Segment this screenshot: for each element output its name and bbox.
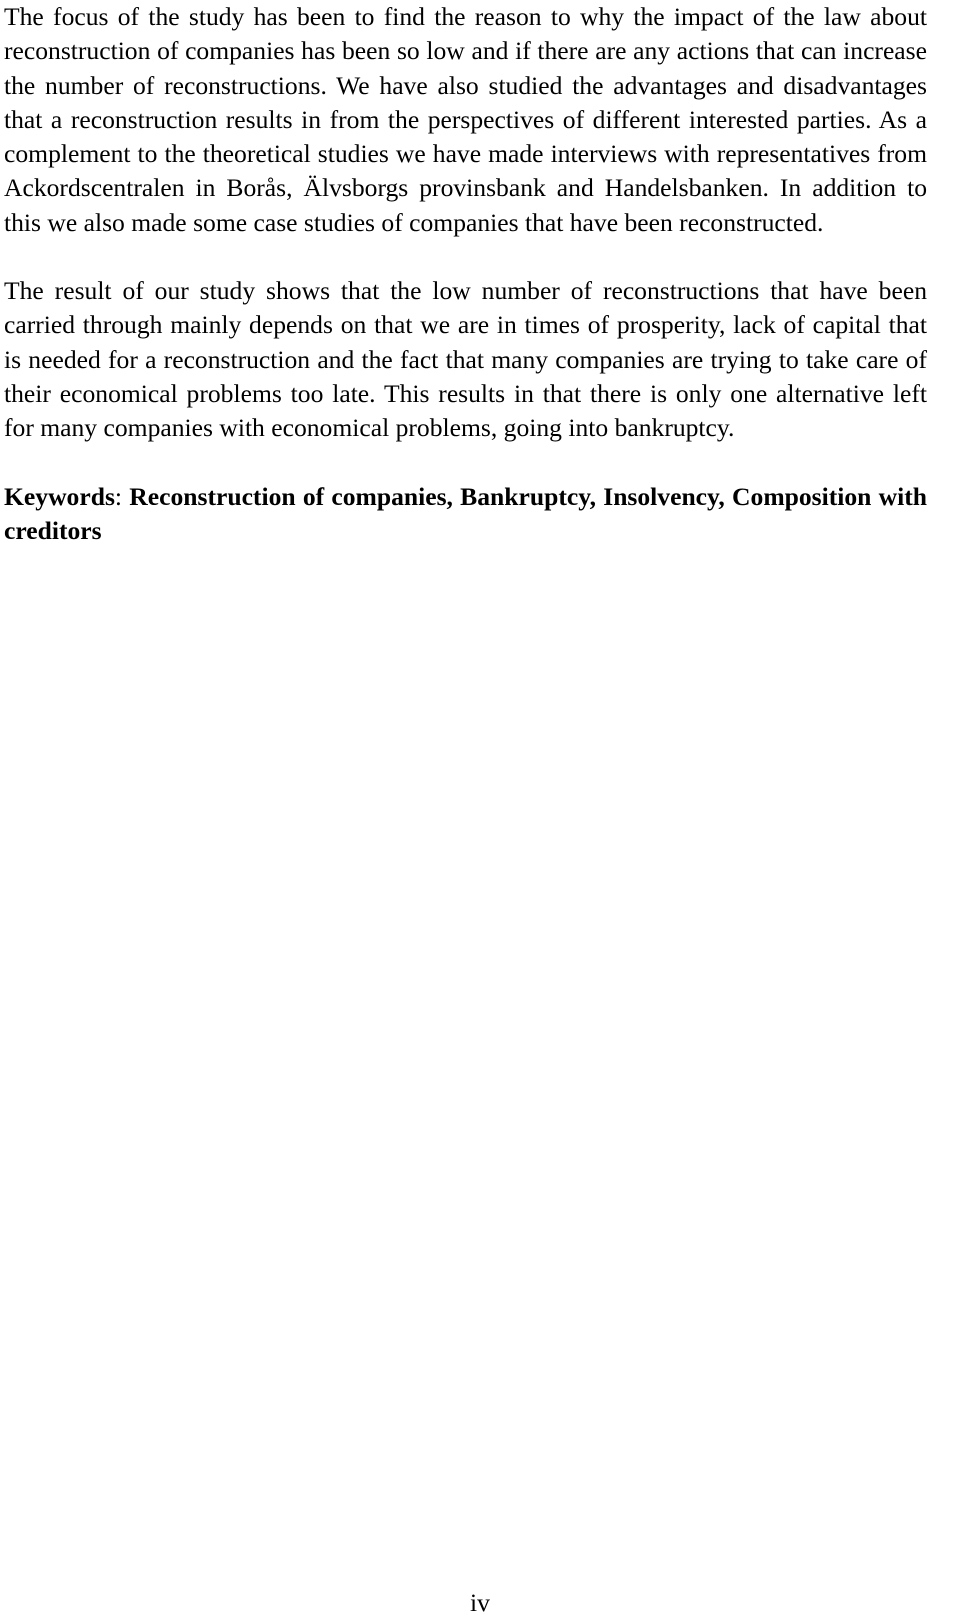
keywords-label: Keywords (4, 481, 115, 511)
keywords-list: Reconstruction of companies, Bankruptcy, Insolvency, Composition with creditors (4, 481, 927, 545)
keywords-separator: : (114, 481, 123, 511)
keywords-line (4, 480, 927, 549)
page-number: iv (470, 1588, 490, 1617)
document-page (4, 0, 927, 548)
abstract-paragraph-2: The result of our study shows that the low number of reconstructions that have been carried through mainly depends on that we are in times of prosperity, lack of capital that is needed for a reconstruction and the fact that many companies are trying to take care of their economical problems too late. This results in that there is only one alternative left for many companies with economical problems, going into bankruptcy. (4, 276, 927, 443)
abstract-paragraph-1: The focus of the study has been to find the reason to why the impact of the law about reconstruction of companies has been so low and if there are any actions that can increase the number of reconstructions. We have also studied the advantages and disadvantages that a reconstruction results in from the perspectives of different interested parties. As a complement to the theoretical studies we have made interviews with representatives from Ackordscentralen in Borås, Älvsborgs provinsbank and Handelsbanken. In addition to this we also made some case studies of companies that have been reconstructed. (4, 2, 927, 237)
